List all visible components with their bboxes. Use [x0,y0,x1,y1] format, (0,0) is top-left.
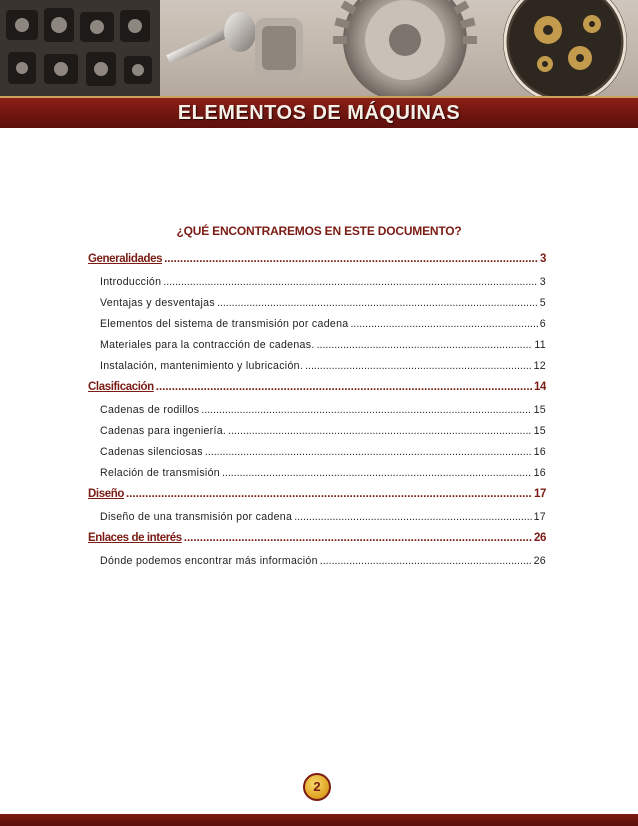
toc-dot-leader [156,381,532,393]
toc-dot-leader [320,555,532,567]
page-number-badge: 2 [303,773,331,801]
toc-entry-page-number[interactable]: 17 [533,511,546,523]
toc-entry-label[interactable]: Diseño de una transmisión por cadena [100,511,293,523]
toc-entry-page-number[interactable]: 15 [533,404,546,416]
toc-entry-page-number[interactable]: 14 [534,381,546,393]
toc-subsection-entry[interactable] [88,318,546,339]
toc-entry-page-number[interactable]: 11 [534,339,546,351]
machinery-collage-image [0,0,638,100]
toc-section-entry[interactable] [88,381,546,404]
toc-section-entry[interactable] [88,532,546,555]
toc-entry-label[interactable]: Enlaces de interés [88,532,182,544]
toc-dot-leader [317,339,533,351]
toc-subsection-entry[interactable] [88,425,546,446]
toc-entry-page-number[interactable]: 26 [533,555,546,567]
toc-subsection-entry[interactable] [88,404,546,425]
banner-title-bar [0,96,638,128]
toc-entry-label[interactable]: Elementos del sistema de transmisión por cadena [100,318,349,330]
toc-section-entry[interactable] [88,488,546,511]
toc-subsection-entry[interactable] [88,339,546,360]
toc-dot-leader [201,404,531,416]
toc-dot-leader [294,511,531,523]
toc-entry-page-number[interactable]: 3 [539,276,546,288]
toc-dot-leader [350,318,537,330]
toc-entry-label[interactable]: Clasificación [88,381,154,393]
toc-subsection-entry[interactable] [88,511,546,532]
toc-entry-label[interactable]: Materiales para la contracción de cadenas. [100,339,315,351]
toc-entry-page-number[interactable]: 12 [533,360,546,372]
toc-dot-leader [184,532,532,544]
toc-dot-leader [222,467,532,479]
toc-dot-leader [126,488,532,500]
toc-entry-label[interactable]: Diseño [88,488,124,500]
toc-dot-leader [205,446,532,458]
toc-dot-leader [305,360,532,372]
toc-section-entry[interactable] [88,253,546,276]
toc-entry-label[interactable]: Cadenas de rodillos [100,404,200,416]
toc-subsection-entry[interactable] [88,467,546,488]
toc-entry-page-number[interactable]: 5 [539,297,546,309]
toc-dot-leader [217,297,538,309]
toc-entry-label[interactable]: Generalidades [88,253,163,265]
footer-bar [0,814,638,826]
toc-dot-leader [163,276,537,288]
toc-entry-label[interactable]: Dónde podemos encontrar más información [100,555,318,567]
toc-entry-page-number[interactable]: 3 [540,253,546,265]
toc-entry-page-number[interactable]: 17 [534,488,546,500]
toc-subsection-entry[interactable] [88,276,546,297]
document-series-title: ELEMENTOS DE MÁQUINAS [177,102,461,124]
table-of-contents [88,253,546,576]
toc-entry-page-number[interactable]: 15 [533,425,546,437]
toc-entry-label[interactable]: Ventajas y desventajas [100,297,215,309]
toc-entry-label[interactable]: Cadenas silenciosas [100,446,203,458]
toc-entry-page-number[interactable]: 16 [533,446,546,458]
toc-entry-label[interactable]: Cadenas para ingeniería. [100,425,227,437]
toc-entry-label[interactable]: Instalación, mantenimiento y lubricación. [100,360,304,372]
header-banner [0,0,638,128]
toc-subsection-entry[interactable] [88,360,546,381]
toc-subsection-entry[interactable] [88,446,546,467]
toc-subsection-entry[interactable] [88,555,546,576]
toc-entry-page-number[interactable]: 6 [539,318,546,330]
toc-entry-page-number[interactable]: 26 [534,532,546,544]
toc-entry-page-number[interactable]: 16 [533,467,546,479]
toc-entry-label[interactable]: Relación de transmisión [100,467,220,479]
toc-subsection-entry[interactable] [88,297,546,318]
toc-dot-leader [228,425,531,437]
toc-entry-label[interactable]: Introducción [100,276,162,288]
toc-dot-leader [164,253,538,265]
toc-heading: ¿QUÉ ENCONTRAREMOS EN ESTE DOCUMENTO? [176,224,462,238]
